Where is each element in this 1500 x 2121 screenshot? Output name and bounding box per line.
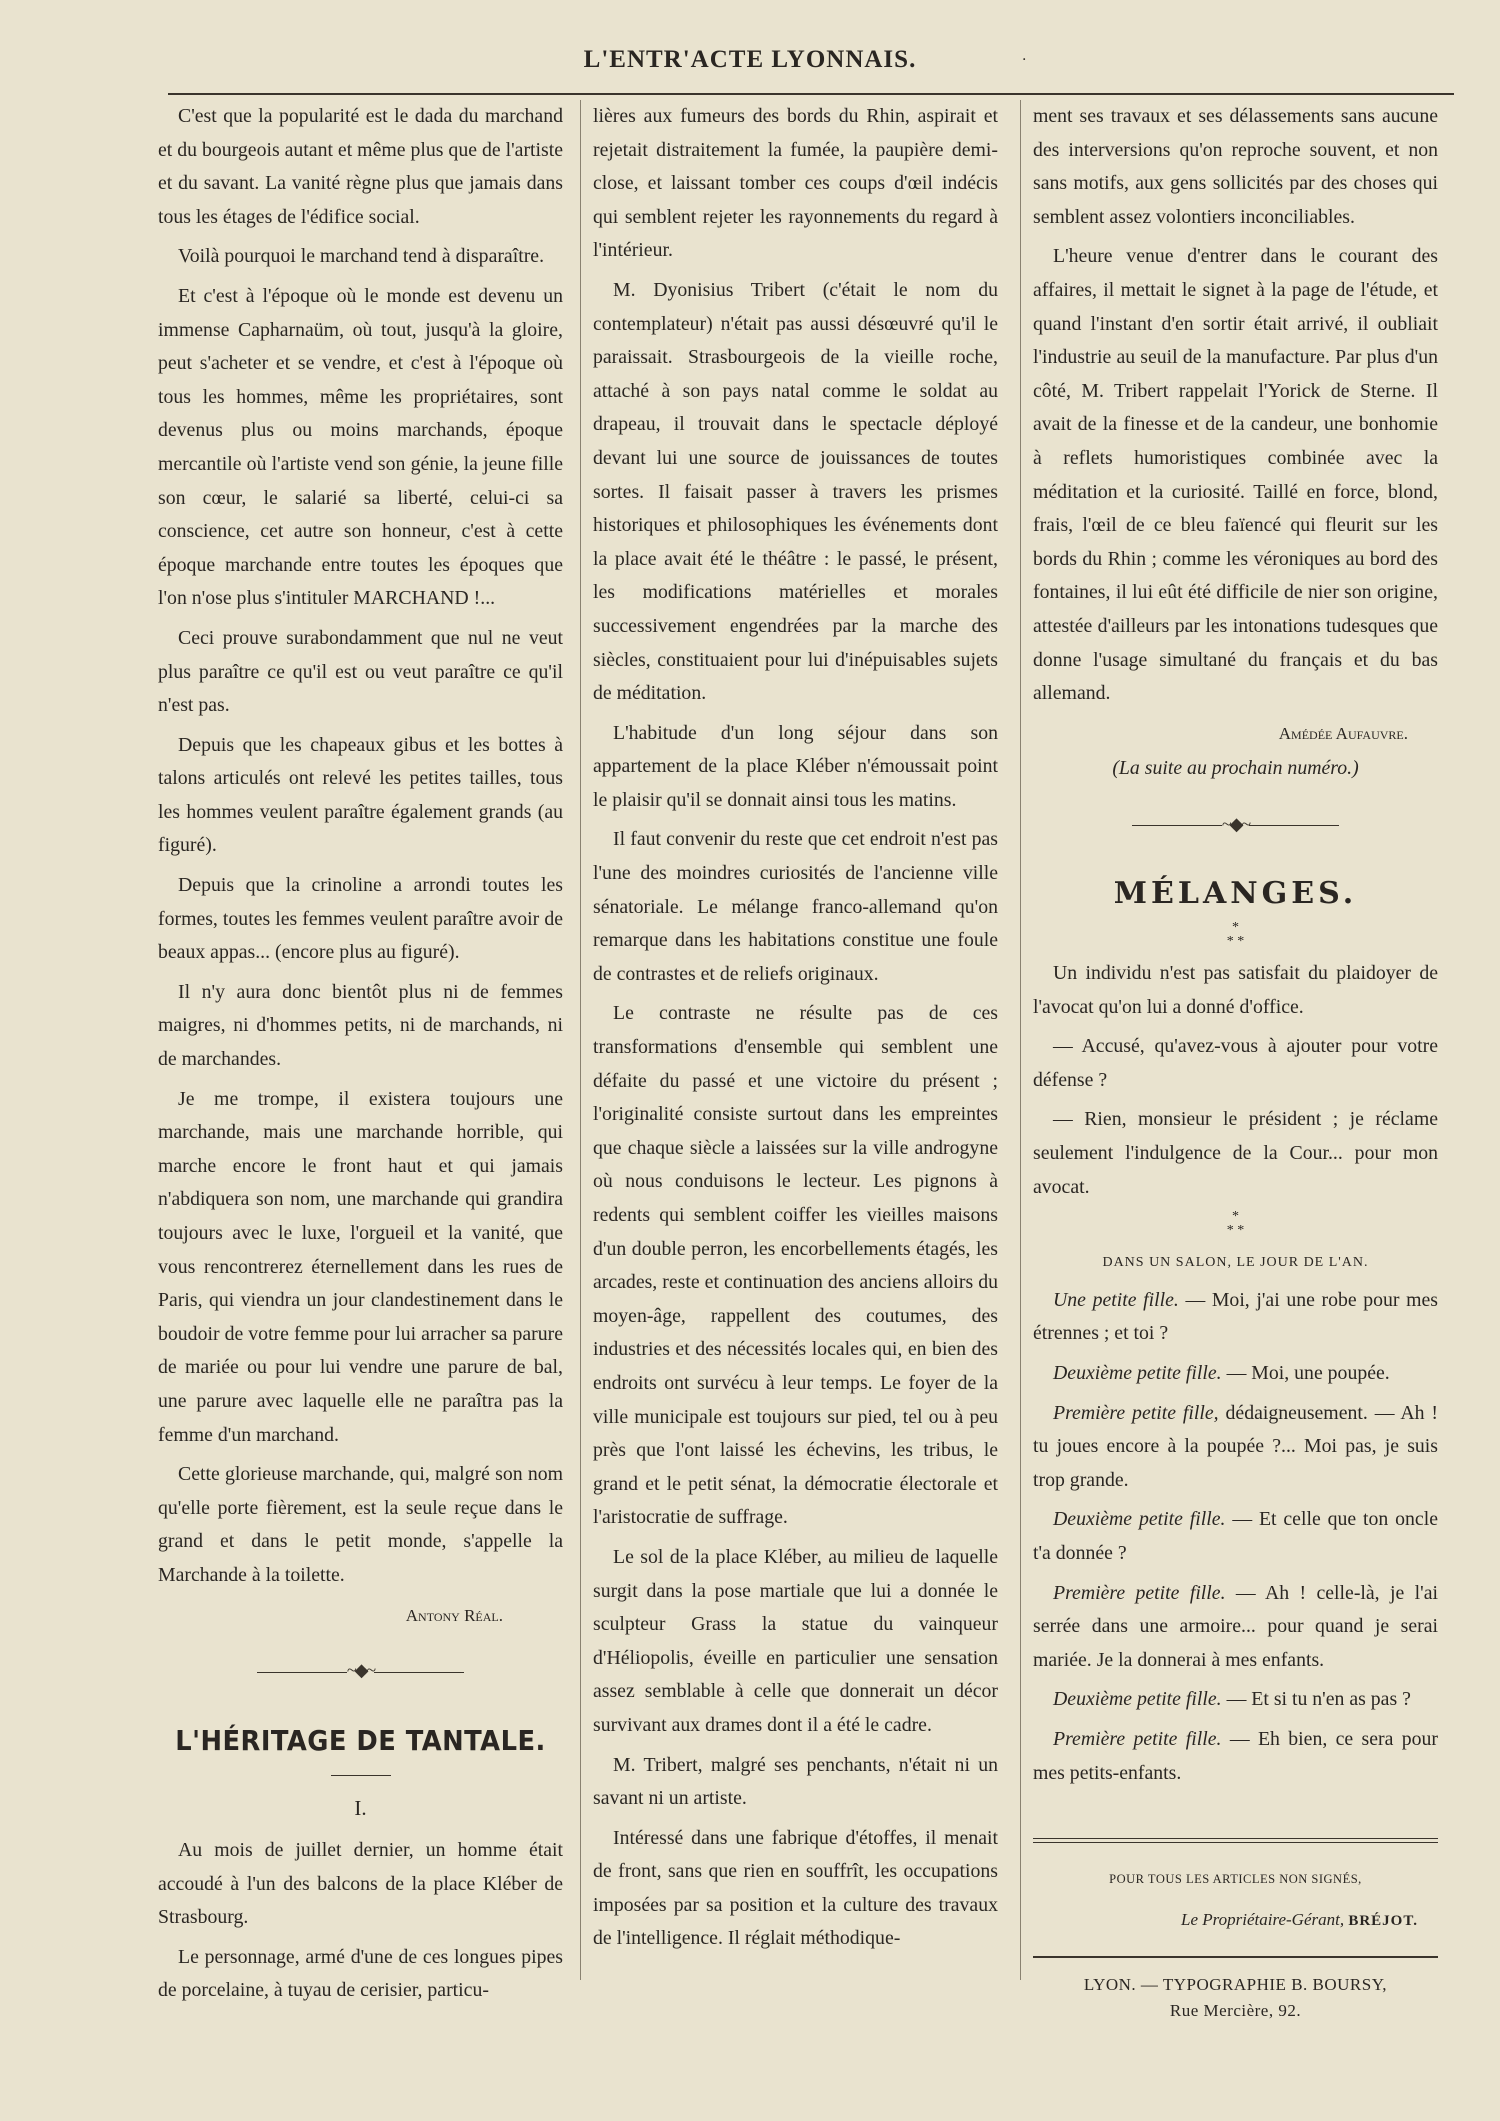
gerant-label: Le Propriétaire-Gérant, xyxy=(1181,1909,1345,1929)
paragraph: Il n'y aura donc bientôt plus ni de femmes maigres, ni d'hommes petits, ni de marchands, ni de marchandes. xyxy=(158,980,563,1071)
speaker: Une petite fille. xyxy=(1053,1288,1179,1311)
paragraph: Au mois de juillet dernier, un homme était accoudé à l'un des balcons de la place Kléber de Strasbourg. xyxy=(158,1838,563,1929)
paragraph: Depuis que la crinoline a arrondi toutes les formes, toutes les femmes veulent paraître avoir de beaux appas... (encore plus au figuré). xyxy=(158,874,563,964)
paragraph: M. Dyonisius Tribert (c'était le nom du contemplateur) n'était pas aussi désœuvré qu'il le paraissait. Strasbourgeois de la vieille roche, attaché à son pays natal comme le soldat au drapeau, il trouvait dans le spectacle déployé devant lui une source de jouissances de toutes sortes. Il faisait passer à travers les prismes historiques et philosophiques les événements dont la place avait été le théâtre : le passé, le présent, les modifications matérielles et morales successivement engendrées par la marche des siècles, constituaient pour lui d'inépuisables sujets de méditation. xyxy=(593,278,998,705)
paragraph: Le contraste ne résulte pas de ces transformations d'ensemble qui semblent une défaite du passé et une victoire du présent ; l'originalité consiste surtout dans les empreintes que chaque siècle a laissées sur la ville androgyne où nous conduisons le lecteur. Les pignons à redents qui semblent coiffer les vieilles maisons d'un double perron, les encorbellements étagés, les arcades, reste et continuation des anciens alloirs du moyen-âge, rappellent des coutumes, des industries et des nécessités locales qui, en bien des endroits ont survécu à leur temps. Le foyer de la ville municipale est toujours sur pied, tel ou à peu près que l'ont laissé les échevins, les tribus, le grand et le petit sénat, la démocratie électorale et l'aristocratie de suffrage. xyxy=(593,1002,998,1529)
footer-double-rule xyxy=(1033,1838,1438,1843)
anecdote-heading: DANS UN SALON, LE JOUR DE L'AN. xyxy=(1102,1255,1369,1271)
paragraph: Ceci prouve surabondamment que nul ne veut plus paraître ce qu'il est ou veut paraître ce qu'il n'est pas. xyxy=(158,626,563,717)
column-3 xyxy=(1033,100,1438,2024)
dialogue-line xyxy=(1033,1723,1438,1790)
speech: — Ah ! celle-là, je l'ai serrée dans une armoire... pour quand je serai mariée. Je la donnerai à mes enfants. xyxy=(1033,1581,1438,1671)
speaker: Deuxième petite fille. xyxy=(1053,1688,1222,1711)
dialogue-line xyxy=(1033,1503,1438,1570)
masthead-title: L'ENTR'ACTE LYONNAIS. xyxy=(583,46,917,73)
column-2 xyxy=(593,100,998,1962)
paragraph: C'est que la popularité est le dada du marchand et du bourgeois autant et même plus que de l'artiste et du savant. La vanité règne plus que jamais dans tous les étages de l'édifice social. xyxy=(158,105,563,228)
speaker: Première petite fille. xyxy=(1053,1581,1226,1604)
paragraph: Et c'est à l'époque où le monde est devenu un immense Capharnaüm, où tout, jusqu'à la gloire, peut s'acheter et se vendre, et c'est à l'époque où tous les hommes, même les propriétaires, sont devenus plus ou moins marchands, époque mercantile où l'artiste vend son génie, la jeune fille son cœur, le salarié sa liberté, celui-ci sa conscience, cet autre son honneur, c'est à cette époque marchande entre toutes les époques que l'on n'ose plus s'intituler MARCHAND !... xyxy=(158,284,563,610)
asterism xyxy=(1033,1210,1438,1238)
paragraph: Le sol de la place Kléber, au milieu de laquelle surgit dans la pose martiale que lui a donnée le sculpteur Grass la statue du vainqueur d'Héliopolis, éveille en particulier une sensation assez semblable à celle que donnerait un décor survivant aux drames dont il a été le cadre. xyxy=(593,1545,998,1736)
print-mark: · xyxy=(1022,52,1027,68)
paragraph: Je me trompe, il existera toujours une marchande, mais une marchande horrible, qui marche encore le front haut et qui jamais n'abdiquera son nom, une marchande qui grandira toujours avec le luxe, l'orgueil et la vanité, que vous rencontrerez éternellement dans les rues de Paris, qui viendra un jour clandestinement dans le boudoir de votre femme pour lui arracher sa parure de mariée ou pour lui vendre une parure de bal, une parure avec laquelle elle ne paraîtra pas la femme d'un marchand. xyxy=(158,1087,563,1446)
section-title-melanges: MÉLANGES. xyxy=(1113,876,1358,912)
speech: — Et si tu n'en as pas ? xyxy=(1221,1688,1411,1711)
paragraph: ment ses travaux et ses délassements sans aucune des interversions qu'on reproche souvent, et non sans motifs, aux gens sollicités par des choses qui semblent assez volontiers inconciliables. xyxy=(1033,105,1438,228)
speech: — Et celle que ton oncle t'a donnée ? xyxy=(1033,1508,1438,1564)
dialogue-line xyxy=(1033,1284,1438,1351)
printer-imprint xyxy=(1033,1972,1438,2024)
paragraph: Cette glorieuse marchande, qui, malgré son nom qu'elle porte fièrement, est la seule reçue dans le grand et dans le petit monde, s'appelle la Marchande à la toilette. xyxy=(158,1463,563,1586)
gerant-name: BRÉJOT. xyxy=(1348,1912,1418,1929)
paragraph: Un individu n'est pas satisfait du plaidoyer de l'avocat qu'on lui a donné d'office. xyxy=(1033,962,1438,1018)
column-divider xyxy=(1020,100,1021,1980)
printer-line-2: Rue Mercière, 92. xyxy=(1169,2001,1302,2021)
paragraph: Voilà pourquoi le marchand tend à disparaître. xyxy=(178,245,545,268)
printer-line-1: LYON. — TYPOGRAPHIE B. BOURSY, xyxy=(1083,1975,1388,1995)
speech: — Eh bien, ce sera pour mes petits-enfants. xyxy=(1033,1727,1439,1784)
asterism-top: * xyxy=(1232,920,1239,936)
speech: — Moi, une poupée. xyxy=(1221,1362,1390,1384)
dialogue-line xyxy=(1033,1577,1438,1678)
asterism-bottom: * * xyxy=(1226,934,1245,950)
footer-rule xyxy=(1033,1956,1438,1958)
paragraph: Il faut convenir du reste que cet endroit n'est pas l'une des moindres curiosités de l'ancienne ville sénatoriale. Le mélange franco-allemand qu'on remarque dans les habitations constitue une foule de contrastes et de reliefs originaux. xyxy=(593,828,998,985)
gerant-line xyxy=(1033,1903,1438,1939)
paragraph: — Accusé, qu'avez-vous à ajouter pour votre défense ? xyxy=(1033,1035,1438,1091)
dialogue-line xyxy=(1033,1357,1438,1391)
paragraph: Depuis que les chapeaux gibus et les bottes à talons articulés ont relevé les petites tailles, tous les hommes veulent paraître également grands (au figuré). xyxy=(158,733,563,857)
unsigned-articles-note: POUR TOUS LES ARTICLES NON SIGNÉS, xyxy=(1109,1872,1362,1887)
speech: dédaigneusement. — Ah ! tu joues encore à la poupée ?... Moi pas, je suis trop grande. xyxy=(1033,1401,1439,1491)
article-headline: L'HÉRITAGE DE TANTALE. xyxy=(175,1723,546,1757)
chapter-number: I. xyxy=(354,1796,367,1821)
speaker: Deuxième petite fille. xyxy=(1053,1362,1222,1384)
continued-note: (La suite au prochain numéro.) xyxy=(1112,757,1359,780)
asterism xyxy=(1033,921,1438,949)
author-signature: Amédée Aufauvre. xyxy=(1278,723,1408,743)
paragraph: Intéressé dans une fabrique d'étoffes, il menait de front, sans que rien en souffrît, les occupations imposées par sa position et la culture des travaux de l'intelligence. Il réglait méthodique- xyxy=(593,1826,998,1950)
paragraph: L'habitude d'un long séjour dans son appartement de la place Kléber n'émoussait point le plaisir qu'il se donnait ainsi tous les matins. xyxy=(593,721,998,811)
paragraph: lières aux fumeurs des bords du Rhin, aspirait et rejetait distraitement la fumée, la paupière demi-close, et laissant tomber ces coups d'œil indécis qui semblent rejeter les rayonnements du regard à l'intérieur. xyxy=(593,105,998,262)
masthead-rule xyxy=(168,93,1454,95)
dialogue-line xyxy=(1033,1683,1438,1717)
asterism-top: * xyxy=(1232,1209,1239,1225)
paragraph: L'heure venue d'entrer dans le courant des affaires, il mettait le signet à la page de l'étude, et quand l'instant d'en sortir était arrivé, il oubliait l'industrie au seuil de la manufacture. Par plus d'un côté, M. Tribert rappelait l'Yorick de Sterne. Il avait de la finesse et de la candeur, une bonhomie à reflets humoristiques combinée avec la méditation et la curiosité. Taillé en force, blond, frais, l'œil de ce bleu faïencé qui fleurit sur les bords du Rhin ; comme les véroniques au bord des fontaines, il lui eût été difficile de nier son origine, attestée d'ailleurs par les intonations tudesques que donne l'usage simultané du français et du bas allemand. xyxy=(1033,245,1438,705)
speaker: Première petite fille. xyxy=(1053,1727,1222,1750)
ornament-divider: ~◆~ xyxy=(158,1654,563,1688)
speaker: Première petite fille, xyxy=(1053,1401,1219,1424)
ornament-divider: ~◆~ xyxy=(1033,808,1438,842)
column-1 xyxy=(158,100,563,2014)
speech: — Moi, j'ai une robe pour mes étrennes ; et toi ? xyxy=(1033,1288,1438,1345)
paragraph: M. Tribert, malgré ses penchants, n'était ni un savant ni un artiste. xyxy=(593,1753,998,1810)
speaker: Deuxième petite fille. xyxy=(1053,1508,1226,1531)
paragraph: Le personnage, armé d'une de ces longues pipes de porcelaine, à tuyau de cerisier, particu- xyxy=(158,1945,563,2002)
paragraph: — Rien, monsieur le président ; je réclame seulement l'indulgence de la Cour... pour mon avocat. xyxy=(1033,1108,1438,1198)
dialogue-line xyxy=(1033,1397,1438,1498)
author-signature: Antony Réal. xyxy=(405,1605,503,1625)
column-divider xyxy=(580,100,581,1980)
asterism-bottom: * * xyxy=(1226,1223,1245,1239)
headline-rule xyxy=(331,1775,391,1776)
